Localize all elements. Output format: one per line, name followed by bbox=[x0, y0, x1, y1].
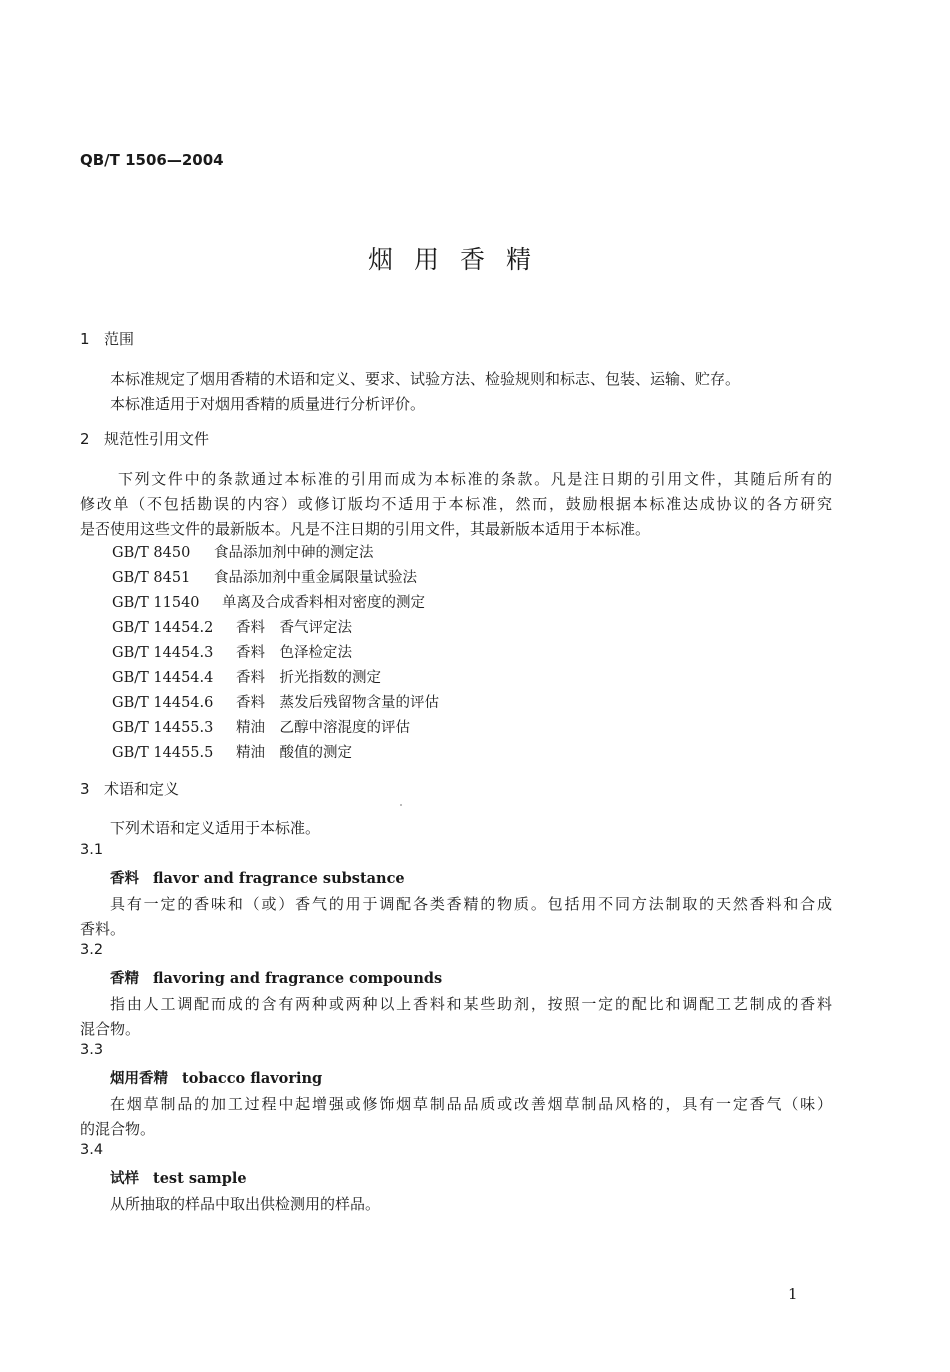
reference-code: GB/T 14454.3 bbox=[112, 645, 214, 661]
reference-title: 食品添加剂中砷的测定法 bbox=[214, 545, 374, 561]
term-definition bbox=[80, 992, 832, 1042]
reference-item bbox=[112, 641, 352, 662]
reference-code: GB/T 14455.5 bbox=[112, 745, 214, 761]
scope-paragraph-1: 本标准规定了烟用香精的术语和定义、要求、试验方法、检验规则和标志、包装、运输、贮存。 bbox=[110, 370, 741, 388]
scope-paragraph-2: 本标准适用于对烟用香精的质量进行分析评价。 bbox=[110, 395, 426, 413]
section-heading-terms bbox=[80, 778, 179, 799]
reference-code: GB/T 14454.4 bbox=[112, 670, 214, 686]
term-zh: 香精 bbox=[110, 971, 139, 987]
reference-title: 精油 乙醇中溶混度的评估 bbox=[236, 720, 410, 736]
reference-title: 食品添加剂中重金属限量试验法 bbox=[214, 570, 417, 586]
term-heading bbox=[110, 967, 442, 988]
reference-title: 香料 折光指数的测定 bbox=[236, 670, 381, 686]
references-intro-paragraph bbox=[80, 467, 832, 542]
reference-item bbox=[112, 616, 352, 637]
section-heading-references bbox=[80, 428, 209, 449]
term-heading bbox=[110, 1067, 322, 1088]
term-en: flavoring and fragrance compounds bbox=[153, 970, 443, 987]
reference-code: GB/T 14454.2 bbox=[112, 620, 214, 636]
term-en: tobacco flavoring bbox=[182, 1070, 323, 1087]
term-definition bbox=[80, 892, 832, 942]
reference-item bbox=[112, 716, 410, 737]
section-number: 2 bbox=[80, 430, 90, 448]
term-number: 3.2 bbox=[80, 942, 104, 958]
reference-item bbox=[112, 566, 417, 587]
reference-code: GB/T 11540 bbox=[112, 595, 200, 611]
definition-line: 的混合物。 bbox=[80, 1120, 156, 1138]
reference-title: 单离及合成香料相对密度的测定 bbox=[222, 595, 425, 611]
section-title: 范围 bbox=[104, 330, 135, 348]
reference-item bbox=[112, 591, 425, 612]
reference-code: GB/T 14454.6 bbox=[112, 695, 214, 711]
reference-item bbox=[112, 541, 374, 562]
standard-number: QB/T 1506—2004 bbox=[80, 151, 224, 169]
definition-line: 混合物。 bbox=[80, 1020, 141, 1038]
reference-code: GB/T 8451 bbox=[112, 570, 191, 586]
document-title: 烟用香精 bbox=[367, 245, 552, 274]
reference-title: 精油 酸值的测定 bbox=[236, 745, 352, 761]
term-en: flavor and fragrance substance bbox=[153, 870, 405, 887]
section-number: 3 bbox=[80, 780, 90, 798]
definition-line: 指由人工调配而成的含有两种或两种以上香料和某些助剂，按照一定的配比和调配工艺制成的香料 bbox=[110, 995, 832, 1013]
reference-code: GB/T 8450 bbox=[112, 545, 191, 561]
reference-item bbox=[112, 666, 381, 687]
section-title: 规范性引用文件 bbox=[104, 430, 210, 448]
definition-line: 在烟草制品的加工过程中起增强或修饰烟草制品品质或改善烟草制品风格的，具有一定香气（味） bbox=[110, 1095, 832, 1113]
reference-code: GB/T 14455.3 bbox=[112, 720, 214, 736]
section-number: 1 bbox=[80, 330, 90, 348]
reference-title: 香料 色泽检定法 bbox=[236, 645, 352, 661]
term-definition bbox=[80, 1092, 832, 1142]
term-definition: 从所抽取的样品中取出供检测用的样品。 bbox=[110, 1195, 381, 1213]
reference-item bbox=[112, 741, 352, 762]
term-zh: 香料 bbox=[110, 871, 139, 887]
section-heading-scope bbox=[80, 328, 134, 349]
reference-title: 香料 蒸发后残留物含量的评估 bbox=[236, 695, 439, 711]
term-zh: 试样 bbox=[110, 1171, 139, 1187]
section-title: 术语和定义 bbox=[104, 780, 180, 798]
paragraph-line: 下列文件中的条款通过本标准的引用而成为本标准的条款。凡是注日期的引用文件，其随后所有的 bbox=[118, 470, 832, 488]
term-en: test sample bbox=[153, 1170, 247, 1187]
term-heading bbox=[110, 1167, 247, 1188]
definition-line: 具有一定的香味和（或）香气的用于调配各类香精的物质。包括用不同方法制取的天然香料和合成 bbox=[110, 895, 832, 913]
term-number: 3.3 bbox=[80, 1042, 104, 1058]
reference-title: 香料 香气评定法 bbox=[236, 620, 352, 636]
term-heading bbox=[110, 867, 405, 888]
term-number: 3.4 bbox=[80, 1142, 104, 1158]
term-zh: 烟用香精 bbox=[110, 1071, 168, 1087]
reference-item bbox=[112, 691, 439, 712]
definition-line: 香料。 bbox=[80, 920, 126, 938]
scan-speck bbox=[400, 804, 402, 806]
paragraph-line: 是否使用这些文件的最新版本。凡是不注日期的引用文件，其最新版本适用于本标准。 bbox=[80, 520, 651, 538]
terms-intro: 下列术语和定义适用于本标准。 bbox=[110, 819, 321, 837]
page-number: 1 bbox=[788, 1285, 798, 1303]
paragraph-line: 修改单（不包括勘误的内容）或修订版均不适用于本标准，然而，鼓励根据本标准达成协议的各方研究 bbox=[80, 495, 832, 513]
term-number: 3.1 bbox=[80, 842, 104, 858]
